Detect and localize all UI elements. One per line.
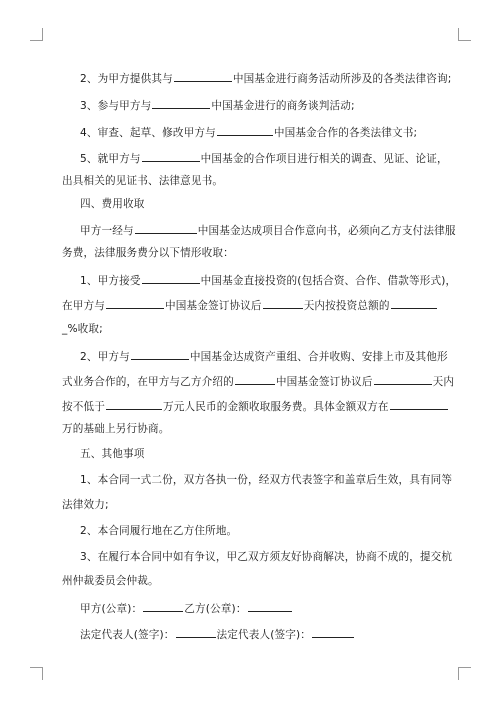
text-segment: 甲方一经与 [80,225,134,237]
party-a-representative-blank [176,626,216,638]
other-item-2-line [80,524,237,538]
text-segment: 天内 [432,376,455,388]
blank-field [217,124,273,136]
text-segment: 万的基础上另行协商。 [62,423,170,435]
other-item-1-line [80,473,452,487]
blank-field [106,398,162,410]
blank-field [235,373,275,385]
text-segment: 出具相关的见证书、法律意见书。 [62,175,224,187]
signature-seal-line [80,600,293,616]
blank-field [106,297,164,309]
other-item-1-continuation [62,498,109,512]
text-segment: 式业务合作的，在甲方与乙方介绍的 [62,376,234,388]
text-segment: 万元人民币的金额收取服务费。具体金额双方在 [162,401,389,413]
clause-5-continuation [62,174,223,188]
text-segment: 3、在履行本合同中如有争议，甲乙双方须友好协商解决，协商不成的，提交杭 [80,551,453,563]
blank-field [152,97,210,109]
fee-item-1-percent [62,322,103,336]
party-b-seal-blank [248,600,292,612]
fee-paragraph-line [80,222,456,238]
party-a-seal-label: 甲方(公章)： [80,603,143,615]
text-segment: 2、为甲方提供其与 [80,73,173,85]
section-5-heading [80,447,144,461]
blank-field [391,297,437,309]
text-segment: 法律效力; [62,499,109,511]
party-b-representative-label: 法定代表人(签字)： [216,629,312,641]
blank-field [142,150,200,162]
text-segment: 按不低于 [62,401,105,413]
text-segment: 4、审查、起草、修改甲方与 [80,127,216,139]
clause-5-line [80,150,448,166]
text-segment: 2、甲方与 [80,351,130,363]
text-segment: 中国基金进行的商务谈判活动; [211,100,355,112]
text-segment: 天内按投资总额的 [303,300,390,312]
crop-mark-bottom-left [30,667,43,680]
party-a-seal-blank [143,600,183,612]
party-b-seal-label: 乙方(公章)： [184,603,247,615]
text-segment: 五、其他事项 [80,448,145,460]
text-segment: 1、甲方接受 [80,275,141,287]
clause-4-line [80,124,417,140]
party-a-representative-label: 法定代表人(签字)： [80,629,175,641]
text-segment: 中国基金签订协议后 [164,300,262,312]
clause-3-line [80,97,355,113]
party-b-representative-blank [312,626,354,638]
text-segment: 中国基金达成资产重组、合并收购、安排上市及其他形 [189,351,448,363]
blank-field [135,222,197,234]
crop-mark-top-left [30,28,43,41]
crop-mark-bottom-right [458,667,471,680]
blank-field [131,348,189,360]
fee-item-2-amount [62,398,449,414]
other-item-3-continuation [62,574,159,588]
text-segment: 在甲方与 [62,300,105,312]
blank-field [142,272,200,284]
text-segment: 州仲裁委员会仲裁。 [62,575,159,587]
fee-paragraph-continuation [62,246,234,260]
text-segment: 5、就甲方与 [80,153,141,165]
blank-field [390,398,448,410]
fee-item-2-line [80,348,448,364]
text-segment: 1、本合同一式二份，双方各执一份，经双方代表签字和盖章后生效，具有同等 [80,474,453,486]
clause-2-line [80,70,451,86]
text-segment: 中国基金的合作项目进行相关的调查、见证、论证， [200,153,448,165]
text-segment: 四、费用收取 [80,198,145,210]
fee-item-2-continuation [62,373,454,389]
fee-item-2-negotiation [62,422,169,436]
fee-item-1-continuation [62,297,438,313]
blank-field [374,373,432,385]
text-segment: 务费，法律服务费分以下情形收取： [62,247,234,259]
text-segment: 中国基金进行商务活动所涉及的各类法律咨询; [232,73,452,85]
text-segment: 2、本合同履行地在乙方住所地。 [80,525,238,537]
blank-field [174,70,232,82]
other-item-3-line [80,550,452,564]
text-segment: 中国基金签订协议后 [275,376,373,388]
text-segment: 中国基金达成项目合作意向书，必须向乙方支付法律服 [197,225,456,237]
section-4-heading [80,197,144,211]
text-segment: 3、参与甲方与 [80,100,152,112]
signature-representative-line [80,626,355,642]
fee-item-1-line [80,272,456,288]
text-segment: 中国基金合作的各类法律文书; [273,127,418,139]
crop-mark-top-right [458,28,471,41]
text-segment: 中国基金直接投资的(包括合资、合作、借款等形式)， [200,275,457,287]
blank-field [263,297,303,309]
text-segment: _%收取; [62,323,103,335]
